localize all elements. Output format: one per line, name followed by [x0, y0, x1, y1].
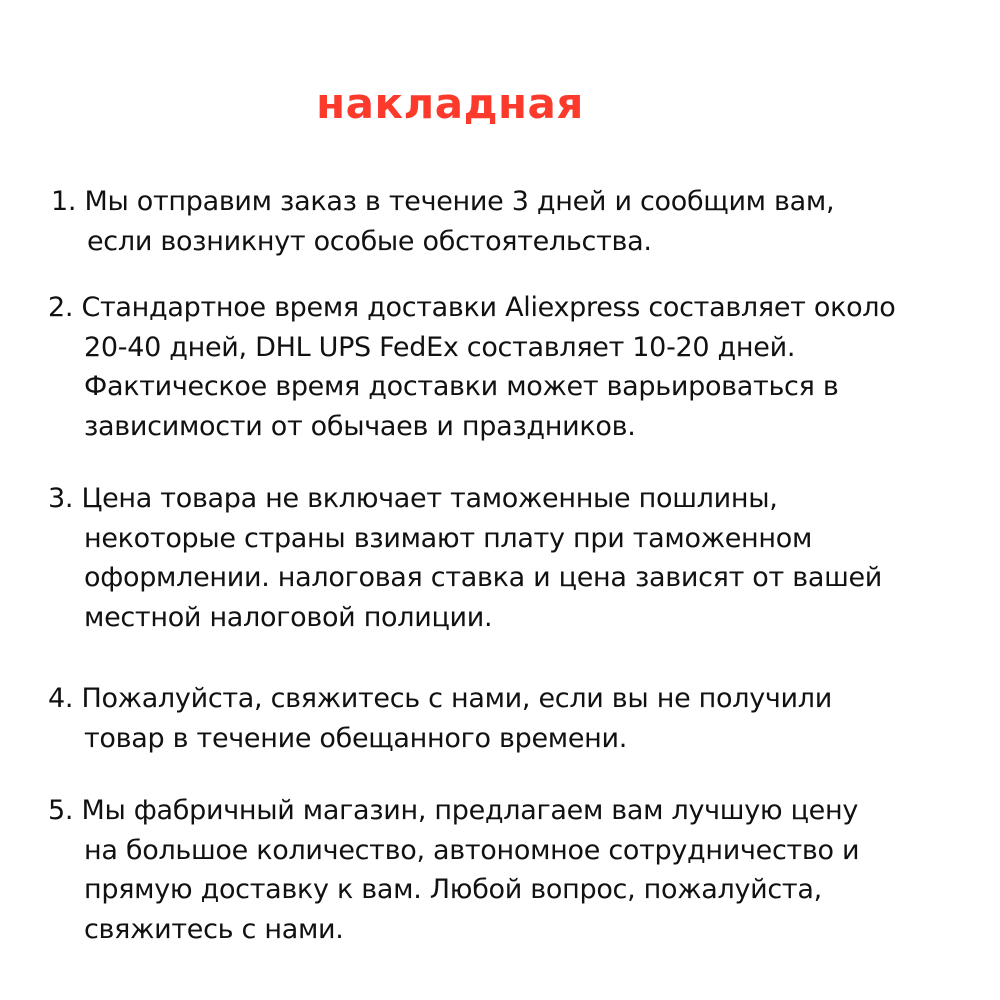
- notice-line: 5. Мы фабричный магазин, предлагаем вам лучшую цену: [48, 795, 859, 826]
- notice-line: 20-40 дней, DHL UPS FedEx составляет 10-20 дней.: [84, 331, 796, 363]
- notice-line: некоторые страны взимают плату при таможенном: [84, 522, 813, 554]
- notice-item-2: [48, 288, 978, 446]
- notice-line: прямую доставку к вам. Любой вопрос, пожалуйста,: [84, 874, 822, 905]
- notice-line: оформлении. налоговая ставка и цена зависят от вашей: [84, 562, 883, 593]
- notice-line: 1. Мы отправим заказ в течение 3 дней и сообщим вам,: [51, 186, 835, 217]
- notice-line: товар в течение обещанного времени.: [84, 722, 628, 754]
- notice-line: 3. Цена товара не включает таможенные пошлины,: [48, 483, 778, 514]
- notice-line: местной налоговой полиции.: [84, 601, 493, 633]
- notice-line: свяжитесь с нами.: [84, 913, 344, 945]
- notice-line: Фактическое время доставки может варьироваться в: [84, 371, 839, 402]
- notice-item-4: [48, 679, 978, 758]
- notice-item-3: [48, 479, 978, 637]
- notice-item-1: [51, 182, 981, 261]
- notice-line: 4. Пожалуйста, свяжитесь с нами, если вы не получили: [48, 683, 832, 714]
- notice-line: если возникнут особые обстоятельства.: [87, 225, 652, 257]
- notice-item-5: [48, 791, 978, 949]
- notice-line: 2. Стандартное время доставки Aliexpress составляет около: [48, 292, 896, 323]
- notice-line: зависимости от обычаев и праздников.: [84, 410, 636, 442]
- notice-line: на большое количество, автономное сотрудничество и: [84, 834, 860, 866]
- page-title: накладная: [316, 79, 584, 128]
